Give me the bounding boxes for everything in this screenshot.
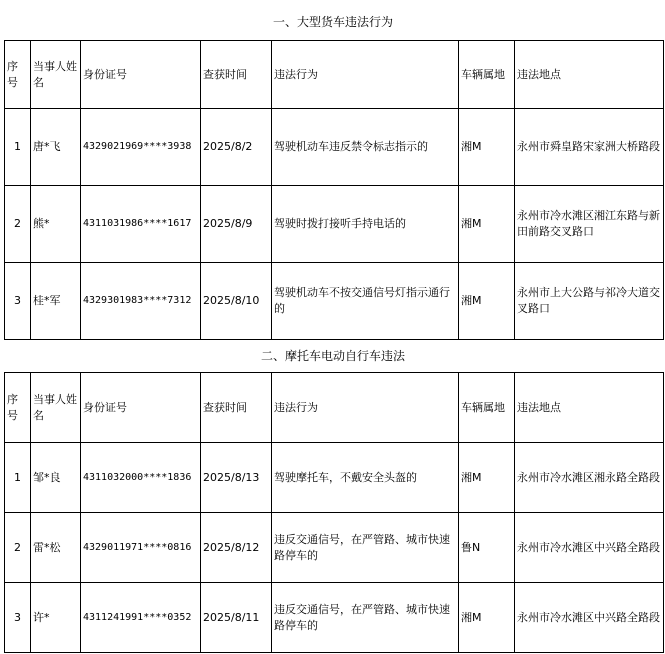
cell-seq: 1 xyxy=(5,443,31,513)
cell-place: 永州市冷水滩区中兴路全路段 xyxy=(515,583,664,653)
header-id: 身份证号 xyxy=(81,41,201,109)
cell-name: 雷*松 xyxy=(31,513,81,583)
header-time: 查获时间 xyxy=(201,41,272,109)
cell-seq: 2 xyxy=(5,513,31,583)
section1-title: 一、大型货车违法行为 xyxy=(272,15,393,29)
cell-date: 2025/8/10 xyxy=(201,263,272,340)
header-act: 违法行为 xyxy=(272,41,459,109)
cell-place: 永州市冷水滩区湘江东路与新田前路交叉路口 xyxy=(515,186,664,263)
cell-plate: 湘M xyxy=(459,186,515,263)
motorcycle-violations-table xyxy=(4,372,664,653)
cell-name: 许* xyxy=(31,583,81,653)
header-place: 违法地点 xyxy=(515,373,664,443)
cell-seq: 1 xyxy=(5,109,31,186)
cell-id: 4329301983****7312 xyxy=(81,263,201,340)
cell-date: 2025/8/11 xyxy=(201,583,272,653)
cell-date: 2025/8/13 xyxy=(201,443,272,513)
table-header-row xyxy=(5,373,664,443)
cell-place: 永州市冷水滩区湘永路全路段 xyxy=(515,443,664,513)
cell-id: 4329011971****0816 xyxy=(81,513,201,583)
cell-id: 4329021969****3938 xyxy=(81,109,201,186)
cell-seq: 3 xyxy=(5,583,31,653)
cell-place: 永州市上大公路与祁冷大道交叉路口 xyxy=(515,263,664,340)
header-place: 违法地点 xyxy=(515,41,664,109)
cell-place: 永州市冷水滩区中兴路全路段 xyxy=(515,513,664,583)
cell-name: 桂*军 xyxy=(31,263,81,340)
cell-id: 4311241991****0352 xyxy=(81,583,201,653)
cell-seq: 3 xyxy=(5,263,31,340)
section2-title: 二、摩托车电动自行车违法 xyxy=(260,349,405,363)
cell-name: 唐*飞 xyxy=(31,109,81,186)
header-plate: 车辆属地 xyxy=(459,41,515,109)
table-header-row xyxy=(5,41,664,109)
header-id: 身份证号 xyxy=(81,373,201,443)
cell-id: 4311032000****1836 xyxy=(81,443,201,513)
cell-date: 2025/8/9 xyxy=(201,186,272,263)
cell-plate: 湘M xyxy=(459,263,515,340)
table-row xyxy=(5,109,664,186)
cell-act: 违反交通信号，在严管路、城市快速路停车的 xyxy=(272,513,459,583)
header-time: 查获时间 xyxy=(201,373,272,443)
table-row xyxy=(5,186,664,263)
cell-plate: 湘M xyxy=(459,109,515,186)
header-seq: 序号 xyxy=(5,41,31,109)
cell-act: 违反交通信号，在严管路、城市快速路停车的 xyxy=(272,583,459,653)
cell-place: 永州市舜皇路宋家洲大桥路段 xyxy=(515,109,664,186)
cell-seq: 2 xyxy=(5,186,31,263)
header-seq: 序号 xyxy=(5,373,31,443)
table-row xyxy=(5,513,664,583)
cell-date: 2025/8/2 xyxy=(201,109,272,186)
cell-name: 邹*良 xyxy=(31,443,81,513)
truck-violations-table xyxy=(4,40,664,340)
header-plate: 车辆属地 xyxy=(459,373,515,443)
cell-act: 驾驶机动车不按交通信号灯指示通行的 xyxy=(272,263,459,340)
cell-plate: 湘M xyxy=(459,443,515,513)
table-row xyxy=(5,583,664,653)
header-act: 违法行为 xyxy=(272,373,459,443)
table-row xyxy=(5,263,664,340)
cell-plate: 鲁N xyxy=(459,513,515,583)
cell-name: 熊* xyxy=(31,186,81,263)
table-row xyxy=(5,443,664,513)
cell-act: 驾驶摩托车，不戴安全头盔的 xyxy=(272,443,459,513)
cell-date: 2025/8/12 xyxy=(201,513,272,583)
cell-id: 4311031986****1617 xyxy=(81,186,201,263)
cell-act: 驾驶机动车违反禁令标志指示的 xyxy=(272,109,459,186)
header-party: 当事人姓名 xyxy=(31,41,81,109)
header-party: 当事人姓名 xyxy=(31,373,81,443)
cell-act: 驾驶时拨打接听手持电话的 xyxy=(272,186,459,263)
cell-plate: 湘M xyxy=(459,583,515,653)
